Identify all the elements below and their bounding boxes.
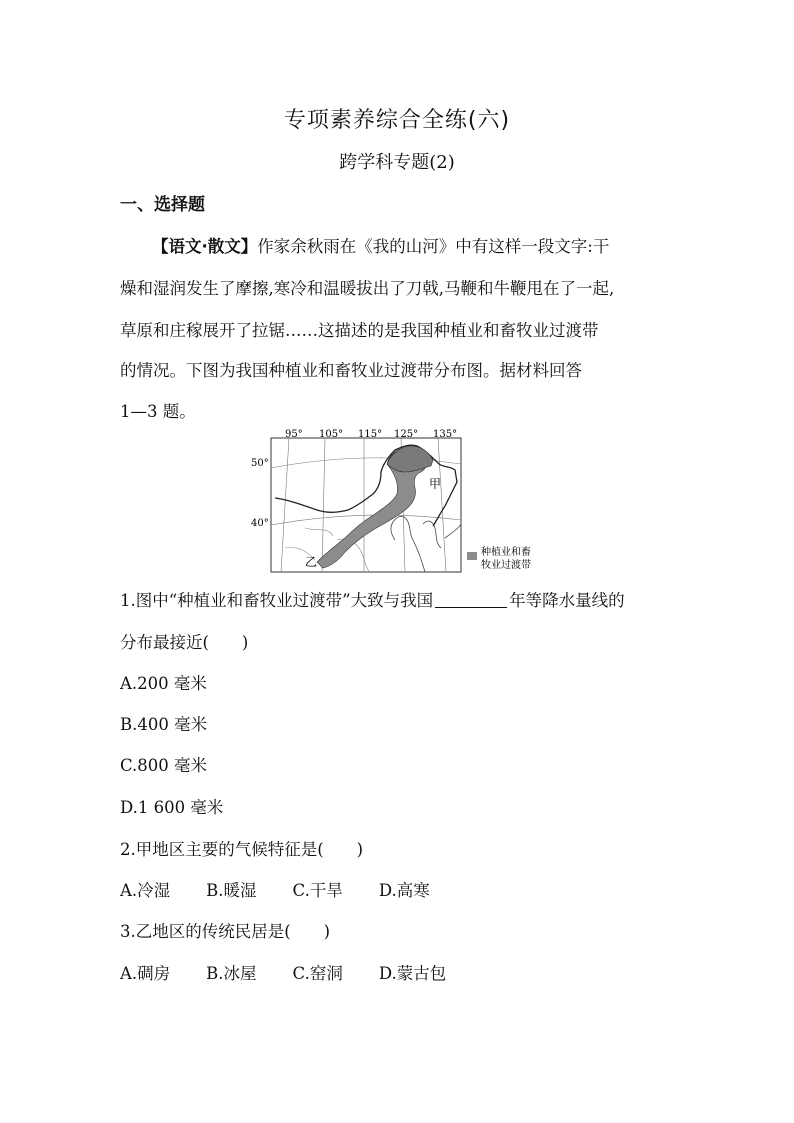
q3-option-a[interactable]: A.碉房 bbox=[120, 964, 171, 983]
q3-option-b[interactable]: B.冰屋 bbox=[206, 964, 257, 983]
question-1-stem bbox=[120, 587, 625, 611]
section-heading: 一、选择题 bbox=[120, 195, 205, 215]
question-3-stem: 3.乙地区的传统民居是( ) bbox=[120, 922, 331, 941]
map-svg bbox=[245, 428, 550, 574]
question-2-stem: 2.甲地区主要的气候特征是( ) bbox=[120, 840, 364, 859]
legend-label: 种植业和畜 bbox=[481, 547, 531, 558]
q2-options bbox=[120, 877, 466, 901]
q1-option-a[interactable]: A.200 毫米 bbox=[120, 674, 207, 693]
transition-belt-map bbox=[245, 428, 550, 574]
legend-label: 牧业过渡带 bbox=[481, 560, 531, 571]
lat-label: 50° bbox=[251, 458, 269, 469]
q3-option-d[interactable]: D.蒙古包 bbox=[378, 964, 447, 983]
answer-blank[interactable] bbox=[435, 591, 507, 608]
lon-label: 95° bbox=[285, 429, 303, 440]
q2-option-c[interactable]: C.干旱 bbox=[292, 881, 343, 900]
lon-label: 125° bbox=[394, 429, 419, 440]
question-1-stem-line2: 分布最接近( ) bbox=[120, 633, 249, 652]
intro-line-1 bbox=[152, 233, 609, 257]
coastline bbox=[391, 516, 461, 572]
intro-line-5: 1—3 题。 bbox=[120, 402, 196, 421]
page-title: 专项素养综合全练(六) bbox=[283, 108, 511, 133]
q3-option-c[interactable]: C.窑洞 bbox=[292, 964, 343, 983]
lon-label: 105° bbox=[319, 429, 344, 440]
q1-option-d[interactable]: D.1 600 毫米 bbox=[120, 798, 224, 817]
intro-line-4: 的情况。下图为我国种植业和畜牧业过渡带分布图。据材料回答 bbox=[120, 361, 582, 380]
q2-option-b[interactable]: B.暖湿 bbox=[206, 881, 257, 900]
intro-text-1: 作家余秋雨在《我的山河》中有这样一段文字:干 bbox=[257, 237, 610, 256]
region-b-label: 乙 bbox=[305, 555, 318, 569]
lat-label: 40° bbox=[251, 518, 269, 529]
lon-label: 135° bbox=[433, 429, 458, 440]
q1-stem-after: 年等降水量线的 bbox=[509, 591, 625, 610]
region-a-label: 甲 bbox=[429, 477, 442, 491]
page-subtitle: 跨学科专题(2) bbox=[339, 152, 455, 173]
q2-option-d[interactable]: D.高寒 bbox=[378, 881, 430, 900]
q3-options bbox=[120, 960, 482, 984]
lon-label: 115° bbox=[358, 429, 383, 440]
belt-north bbox=[387, 446, 433, 472]
intro-line-3: 草原和庄稼展开了拉锯……这描述的是我国种植业和畜牧业过渡带 bbox=[120, 321, 599, 340]
intro-tag: 【语文·散文】 bbox=[152, 237, 258, 256]
legend-swatch bbox=[467, 552, 477, 560]
q1-option-c[interactable]: C.800 毫米 bbox=[120, 756, 208, 775]
q2-option-a[interactable]: A.冷湿 bbox=[120, 881, 171, 900]
q1-stem-before: 1.图中“种植业和畜牧业过渡带”大致与我国 bbox=[120, 591, 434, 610]
q1-option-b[interactable]: B.400 毫米 bbox=[120, 715, 208, 734]
intro-line-2: 燥和湿润发生了摩擦,寒冷和温暖拔出了刀戟,马鞭和牛鞭甩在了一起, bbox=[120, 279, 615, 298]
